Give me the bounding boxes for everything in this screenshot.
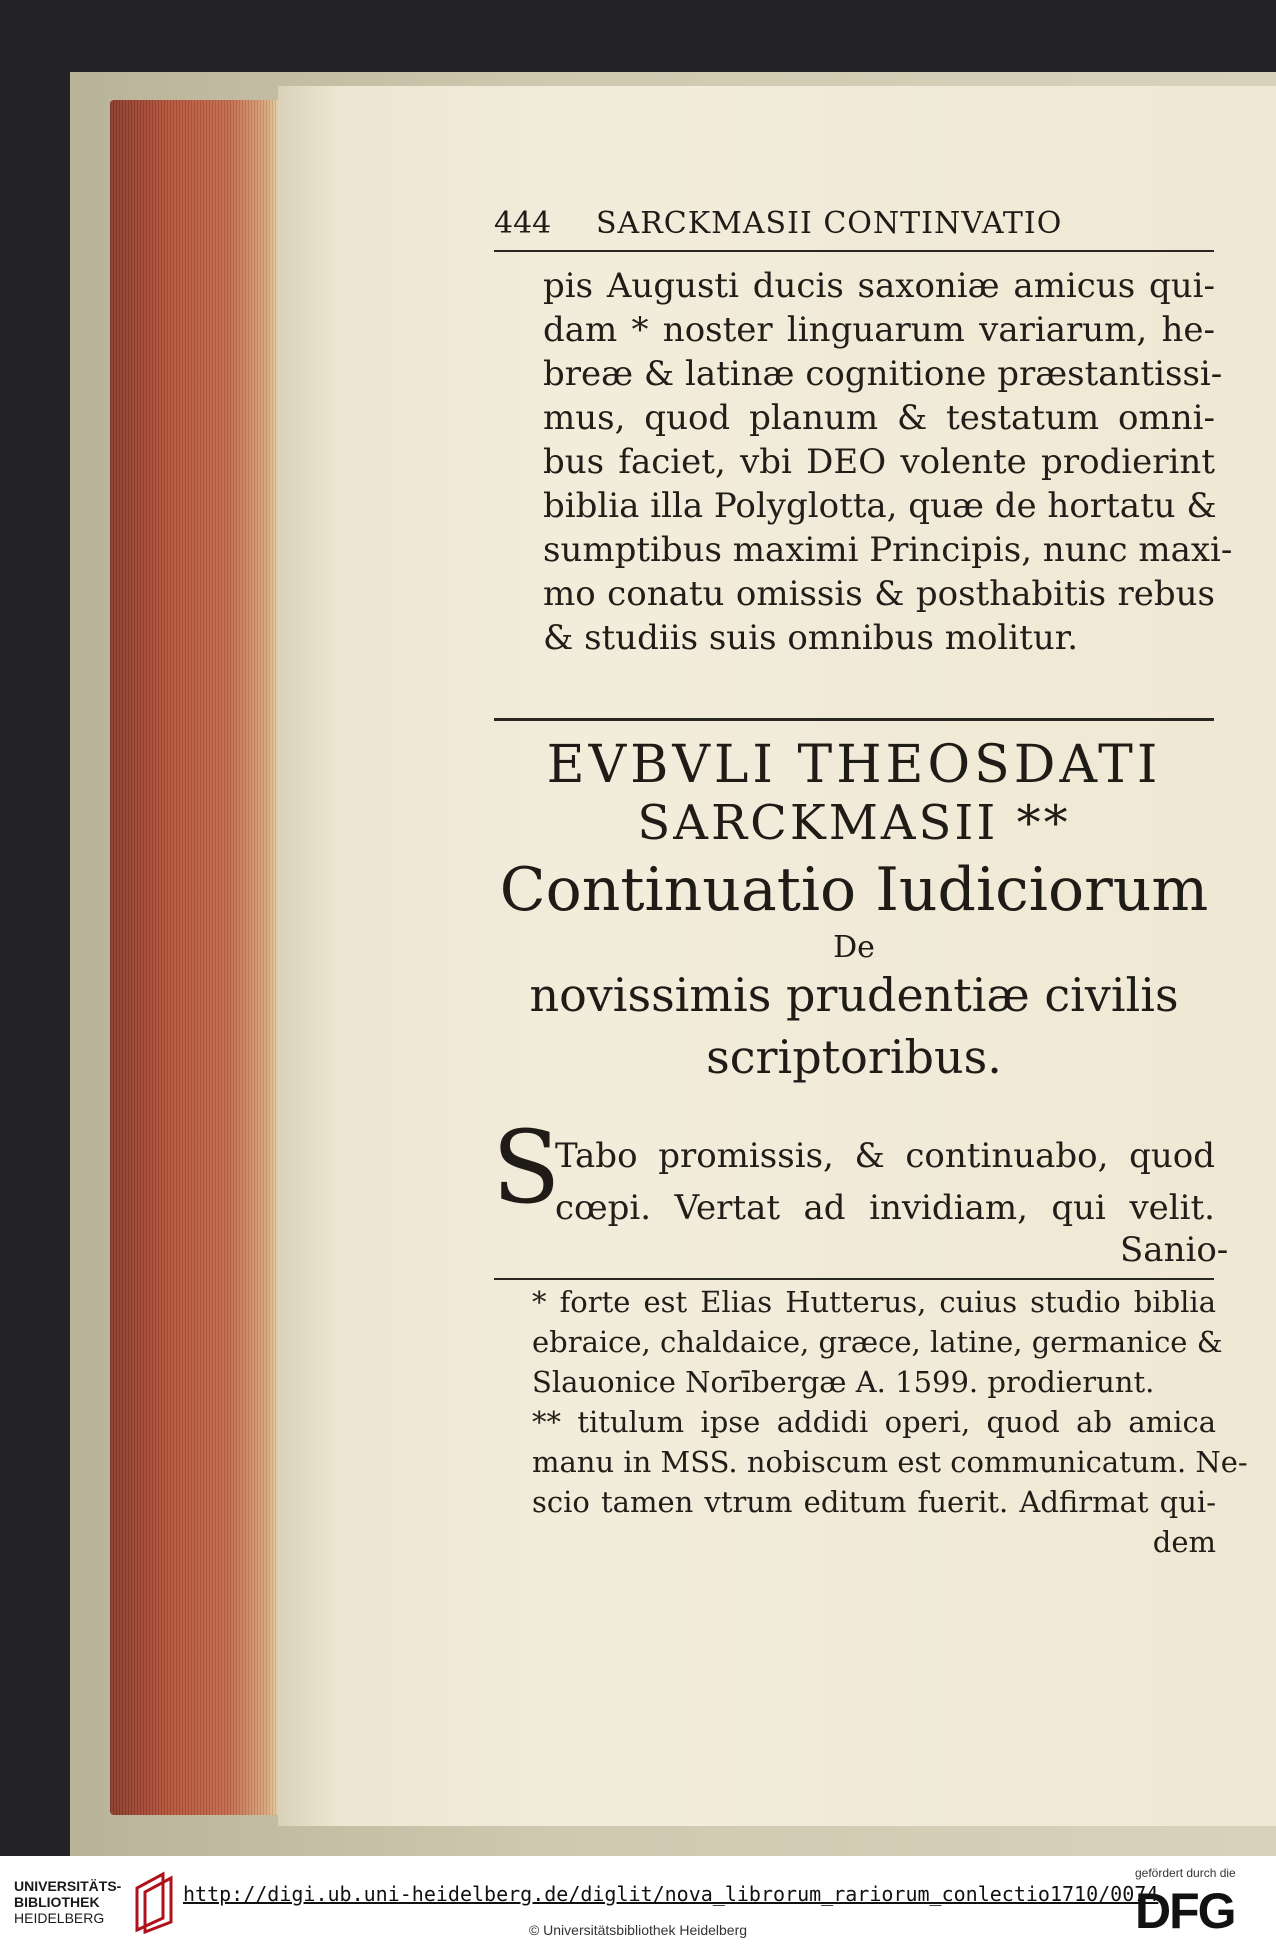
footnote-line: * forte est Elias Hutterus, cuius studio biblia bbox=[532, 1285, 1216, 1319]
text-line: biblia illa Polyglotta, quæ de hortatu & bbox=[543, 486, 1217, 526]
viewer-footer bbox=[0, 1856, 1276, 1949]
text-line: mus, quod planum & testatum omni- bbox=[543, 398, 1215, 438]
library-line: HEIDELBERG bbox=[14, 1910, 105, 1926]
section-title-line-4: De bbox=[833, 930, 875, 965]
footnotes bbox=[532, 1282, 1248, 1562]
text-line: cœpi. Vertat ad invidiam, qui velit. bbox=[555, 1188, 1215, 1228]
library-name bbox=[14, 1878, 121, 1926]
dfg-logo: DFG bbox=[1135, 1883, 1235, 1939]
section-title-line-5: novissimis prudentiæ civilis bbox=[529, 968, 1179, 1022]
copyright-notice: © Universitätsbibliothek Heidelberg bbox=[528, 1922, 748, 1938]
library-line: UNIVERSITÄTS- bbox=[14, 1878, 122, 1894]
running-title: SARCKMASII CONTINVATIO bbox=[596, 206, 1063, 241]
footnote-line: manu in MSS. nobiscum est communicatum. Ne- bbox=[532, 1445, 1248, 1479]
text-line: sumptibus maximi Principis, nunc maxi- bbox=[543, 530, 1233, 570]
page-number: 444 bbox=[494, 206, 552, 241]
funding-label: gefördert durch die bbox=[1135, 1866, 1236, 1880]
opening-paragraph bbox=[555, 1130, 1215, 1234]
section-title-line-2: SARCKMASII ** bbox=[637, 795, 1071, 851]
drop-cap: S bbox=[492, 1109, 561, 1226]
catchword: Sanio- bbox=[1120, 1230, 1229, 1270]
text-line: & studiis suis omnibus molitur. bbox=[543, 618, 1079, 658]
top-paragraph bbox=[543, 264, 1233, 660]
running-head bbox=[494, 200, 1214, 252]
text-line: dam * noster linguarum variarum, he- bbox=[543, 310, 1215, 350]
footnote-line: Slauonice Norībergæ A. 1599. prodierunt. bbox=[532, 1365, 1155, 1399]
text-line: bus faciet, vbi DEO volente prodierint bbox=[543, 442, 1215, 482]
section-divider bbox=[494, 718, 1214, 721]
footnote-divider bbox=[494, 1278, 1214, 1280]
text-line: Tabo promissis, & continuabo, quod bbox=[555, 1136, 1215, 1176]
footnote-line: scio tamen vtrum editum fuerit. Adfirmat qui- bbox=[532, 1485, 1216, 1519]
text-line: pis Augusti ducis saxoniæ amicus qui- bbox=[543, 266, 1215, 306]
section-title-line-6: scriptoribus. bbox=[706, 1030, 1002, 1084]
permalink-link[interactable]: http://digi.ub.uni-heidelberg.de/diglit/nova_librorum_rariorum_conlectio1710/0074 bbox=[183, 1882, 1159, 1906]
section-title-line-3: Continuatio Iudiciorum bbox=[499, 855, 1209, 925]
footnote-line: dem bbox=[1152, 1525, 1216, 1559]
page-edges bbox=[110, 100, 280, 1815]
section-title-line-1: EVBVLI THEOSDATI bbox=[546, 735, 1162, 795]
library-line: BIBLIOTHEK bbox=[14, 1894, 100, 1910]
footnote-line: ebraice, chaldaice, græce, latine, germanice & bbox=[532, 1325, 1223, 1359]
text-line: mo conatu omissis & posthabitis rebus bbox=[543, 574, 1215, 614]
text-line: breæ & latinæ cognitione præstantissi- bbox=[543, 354, 1223, 394]
footnote-line: ** titulum ipse addidi operi, quod ab amica bbox=[532, 1405, 1216, 1439]
